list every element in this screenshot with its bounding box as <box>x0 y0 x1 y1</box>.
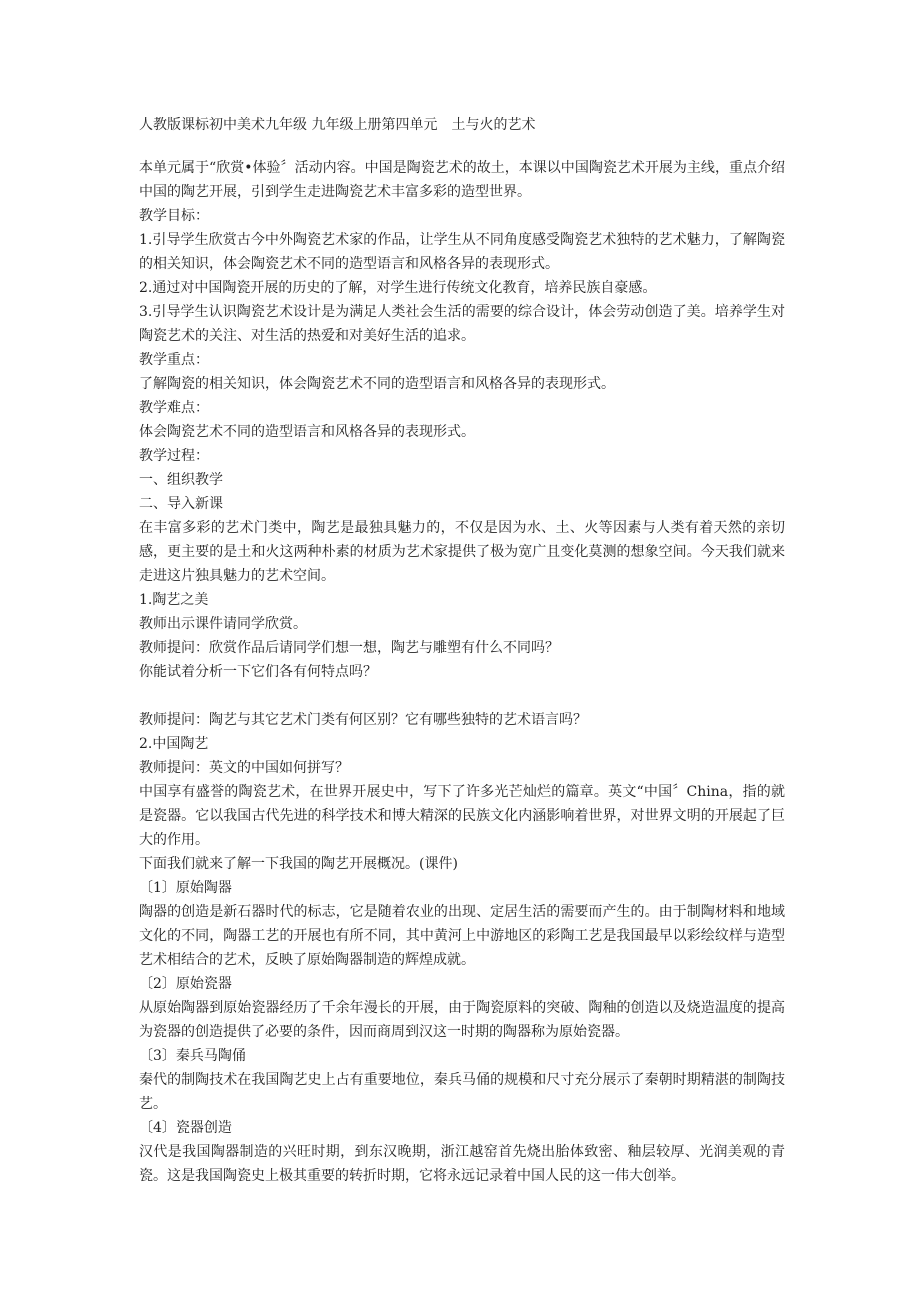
process-heading: 教学过程： <box>139 448 209 464</box>
document-title: 人教版课标初中美术九年级 九年级上册第四单元 土与火的艺术 <box>139 117 536 133</box>
step-2: 二、导入新课 <box>139 496 223 512</box>
sub-1-paragraph: 陶器的创造是新石器时代的标志，它是随着农业的出现、定居生活的需要而产生的。由于制陶材料和地域文化的不同，陶器工艺的开展也有所不同，其中黄河上中游地区的彩陶工艺是我国最早以彩绘纹样与造型艺术相结合的艺术，反映了原始陶器制造的辉煌成就。 <box>139 904 785 968</box>
sub-3-paragraph: 秦代的制陶技术在我国陶艺史上占有重要地位，秦兵马俑的规模和尺寸充分展示了秦朝时期精湛的制陶技艺。 <box>139 1072 785 1112</box>
goal-3: 3.引导学生认识陶瓷艺术设计是为满足人类社会生活的需要的综合设计，体会劳动创造了美。培养学生对陶瓷艺术的关注、对生活的热爱和对美好生活的追求。 <box>139 304 785 344</box>
goal-1: 1.引导学生欣赏古今中外陶瓷艺术家的作品，让学生从不同角度感受陶瓷艺术独特的艺术魅力，了解陶瓷的相关知识，体会陶瓷艺术不同的造型语言和风格各异的表现形式。 <box>139 232 785 272</box>
difficulty-heading: 教学难点： <box>139 400 209 416</box>
section-2-heading: 2.中国陶艺 <box>139 736 209 752</box>
document-page <box>139 113 785 1188</box>
intro-paragraph: 本单元属于“欣赏•体验〞活动内容。中国是陶瓷艺术的故土，本课以中国陶瓷艺术开展为主线，重点介绍中国的陶艺开展，引到学生走进陶瓷艺术丰富多彩的造型世界。 <box>139 160 785 200</box>
question-1: 教师提问：欣赏作品后请同学们想一想，陶艺与雕塑有什么不同吗？ <box>139 640 559 656</box>
question-3: 教师提问：英文的中国如何拼写？ <box>139 760 349 776</box>
sub-4-heading: 〔4〕瓷器创造 <box>139 1120 232 1136</box>
key-heading: 教学重点： <box>139 352 209 368</box>
show-courseware: 教师出示课件请同学欣赏。 <box>139 616 307 632</box>
difficulty-text: 体会陶瓷艺术不同的造型语言和风格各异的表现形式。 <box>139 424 475 440</box>
step-1: 一、组织教学 <box>139 472 223 488</box>
overview-line: 下面我们就来了解一下我国的陶艺开展概况。(课件) <box>139 856 458 872</box>
goal-2: 2.通过对中国陶瓷开展的历史的了解，对学生进行传统文化教育，培养民族自豪感。 <box>139 280 657 296</box>
sub-2-heading: 〔2〕原始瓷器 <box>139 976 232 992</box>
sub-1-heading: 〔1〕原始陶器 <box>139 880 232 896</box>
blank-line <box>139 684 785 708</box>
sub-3-heading: 〔3〕秦兵马陶俑 <box>139 1048 246 1064</box>
goals-heading: 教学目标： <box>139 208 209 224</box>
sub-4-paragraph: 汉代是我国陶器制造的兴旺时期，到东汉晚期，浙江越窑首先烧出胎体致密、釉层较厚、光润美观的青瓷。这是我国陶瓷史上极其重要的转折时期，它将永远记录着中国人民的这一伟大创举。 <box>139 1144 785 1184</box>
question-2: 教师提问：陶艺与其它艺术门类有何区别？它有哪些独特的艺术语言吗？ <box>139 712 587 728</box>
section-1-heading: 1.陶艺之美 <box>139 592 209 608</box>
question-1b: 你能试着分析一下它们各有何特点吗？ <box>139 664 377 680</box>
sub-2-paragraph: 从原始陶器到原始瓷器经历了千余年漫长的开展，由于陶瓷原料的突破、陶釉的创造以及烧造温度的提高为瓷器的创造提供了必要的条件，因而商周到汉这一时期的陶器称为原始瓷器。 <box>139 1000 785 1040</box>
key-text: 了解陶瓷的相关知识，体会陶瓷艺术不同的造型语言和风格各异的表现形式。 <box>139 376 615 392</box>
intro-lesson-paragraph: 在丰富多彩的艺术门类中，陶艺是最独具魅力的，不仅是因为水、土、火等因素与人类有着天然的亲切感，更主要的是土和火这两种朴素的材质为艺术家提供了极为宽广且变化莫测的想象空间。今天我们就来走进这片独具魅力的艺术空间。 <box>139 520 785 584</box>
china-paragraph: 中国享有盛誉的陶瓷艺术，在世界开展史中，写下了许多光芒灿烂的篇章。英文“中国〞China，指的就是瓷器。它以我国古代先进的科学技术和博大精深的民族文化内涵影响着世界，对世界文明的开展起了巨大的作用。 <box>139 784 785 848</box>
